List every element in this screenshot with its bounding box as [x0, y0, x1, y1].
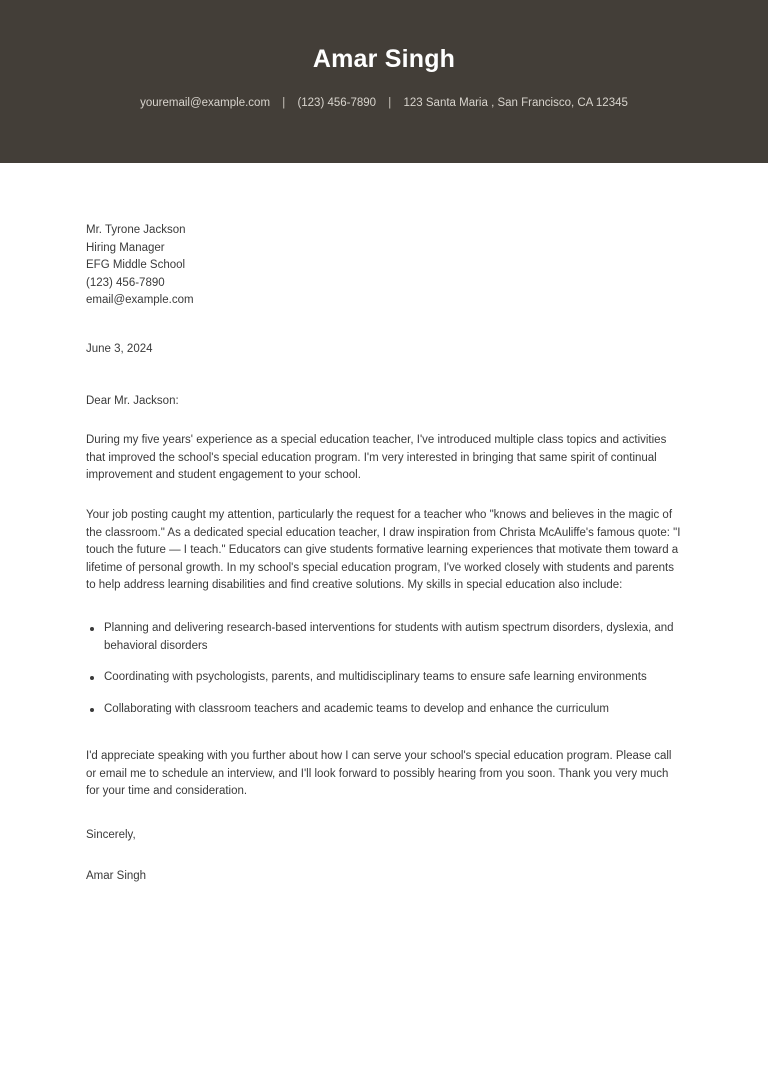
contact-separator: | — [282, 97, 286, 109]
page-title: Amar Singh — [312, 45, 456, 73]
recipient-title: Hiring Manager — [86, 241, 165, 254]
salutation: Dear Mr. Jackson: — [86, 394, 179, 407]
recipient-block — [86, 222, 682, 310]
contact-separator: | — [388, 97, 392, 109]
body-paragraph-2: Your job posting caught my attention, particularly the request for a teacher who "knows and believes in the magic of the classroom." As a dedicated special education teacher, I draw inspiration from Christa McAuliffe's famous quote: "I touch the future — I teach." Educators can give students formative learning experiences that motivate them toward a lifetime of personal growth. In my school's special education program, I've worked closely with students and parents to help address learning disabilities and find creative solutions. My skills in special education also include: — [86, 508, 681, 592]
recipient-name: Mr. Tyrone Jackson — [86, 224, 186, 236]
contact-line — [0, 96, 768, 111]
recipient-organization: EFG Middle School — [86, 259, 186, 272]
recipient-phone: (123) 456-7890 — [86, 276, 165, 289]
letter-body — [0, 222, 768, 885]
contact-phone: (123) 456-7890 — [297, 97, 377, 109]
contact-email: youremail@example.com — [140, 97, 271, 109]
body-paragraph-1: During my five years' experience as a special education teacher, I've introduced multiple class topics and activities that improved the school's special education program. I'm very interested in bringing that same spirit of continual improvement and student engagement to your school. — [86, 434, 667, 482]
list-item: Coordinating with psychologists, parents, and multidisciplinary teams to ensure safe learning environments — [86, 669, 682, 687]
signoff: Sincerely, — [86, 829, 136, 842]
skills-list — [86, 620, 682, 718]
body-paragraph-closing: I'd appreciate speaking with you further about how I can serve your school's special education program. Please call or email me to schedule an interview, and I'll look forward to possibly hearing from you soon. Thank you very much for your time and consideration. — [86, 750, 672, 798]
contact-address: 123 Santa Maria , San Francisco, CA 12345 — [403, 97, 628, 109]
letterhead-header — [0, 0, 768, 163]
recipient-email: email@example.com — [86, 294, 194, 307]
list-item: Planning and delivering research-based interventions for students with autism spectrum disorders, dyslexia, and behavioral disorders — [86, 620, 682, 655]
signature-name: Amar Singh — [86, 869, 147, 882]
list-item: Collaborating with classroom teachers and academic teams to develop and enhance the curriculum — [86, 701, 682, 719]
letter-date: June 3, 2024 — [86, 342, 153, 355]
